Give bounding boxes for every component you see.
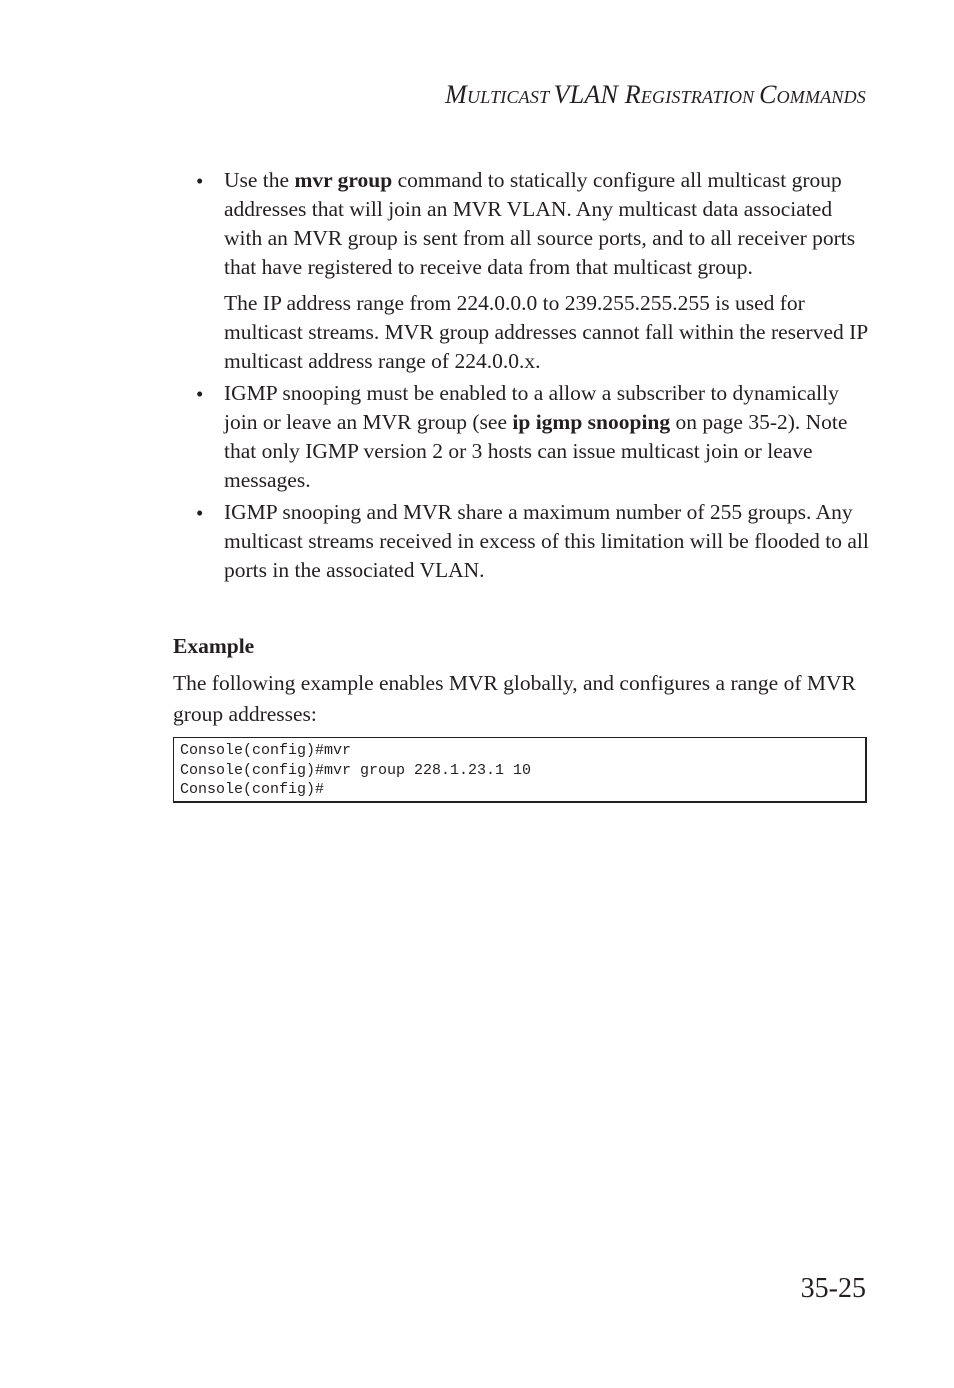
notes-bullet-list [190,166,870,588]
text-run: Use the [224,168,295,192]
text-run: The IP address range from 224.0.0.0 to 239.255.255.255 is used for multicast streams. MVR group addresses cannot fall within the reserved IP multicast address range of 224.0.0.x. [224,291,868,373]
bullet-paragraph [224,166,870,282]
header-title-part: C [759,80,777,109]
code-example-box [173,737,867,803]
bullet-glyph: • [196,501,204,525]
code-line: Console(config)#mvr [180,742,352,759]
text-run: IGMP snooping must be enabled to a allow a subscriber to dynamically join or leave an MVR group (see [224,381,839,434]
bullet-glyph: • [196,169,204,193]
bullet-item [190,498,870,585]
header-title-part: OMMANDS [776,87,866,107]
code-line: Console(config)#mvr group 228.1.23.1 10 [180,761,532,779]
header-title-part: EGISTRATION [640,87,760,107]
bullet-item [190,379,870,495]
bullet-glyph: • [196,382,204,406]
bullet-paragraph [224,289,870,376]
text-run: on page 35-2). Note that only IGMP version 2 or 3 hosts can issue multicast join or leave messages. [224,410,848,492]
bullet-paragraph [224,498,870,585]
header-title-part: VLAN R [553,80,641,109]
header-title-part: ULTICAST [467,87,554,107]
running-header [445,80,866,110]
code-line: Console(config)# [180,781,325,798]
text-run: command to statically configure all multicast group addresses that will join an MVR VLAN. Any multicast data associated with an MVR group is sent from all source ports, and to all receiver ports that have registered to receive data from that multicast group. [224,168,856,279]
text-run: IGMP snooping and MVR share a maximum number of 255 groups. Any multicast streams received in excess of this limitation will be flooded to all ports in the associated VLAN. [224,500,869,582]
example-heading: Example [173,634,255,658]
bullet-paragraph [224,379,870,495]
bullet-item [190,166,870,376]
command-name: mvr group [294,168,393,192]
header-title-part: M [445,80,468,109]
command-name: ip igmp snooping [512,410,671,434]
example-description: The following example enables MVR globally, and configures a range of MVR group addresses: [173,671,856,726]
page-number: 35-25 [800,1273,866,1304]
